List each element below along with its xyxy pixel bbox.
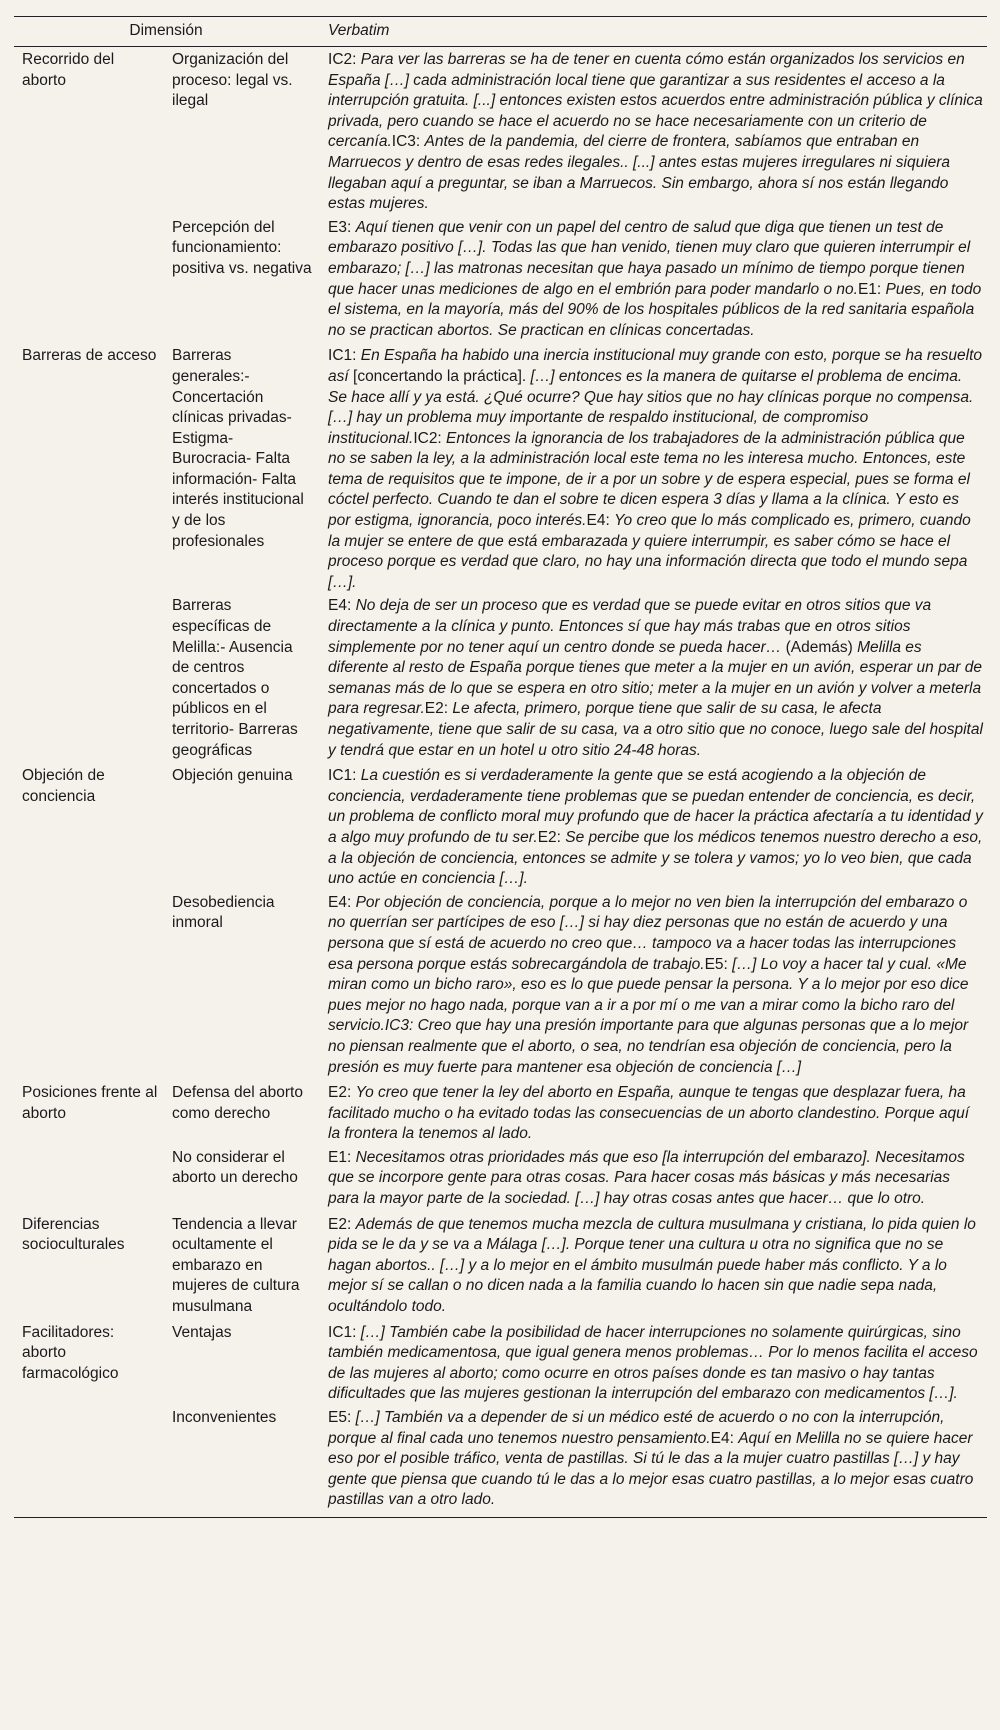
quote-text: Yo creo que tener la ley del aborto en España, aunque te tengas que desplazar fuera, ha facilitado mucho o ha evitado todas las consecuencias de un aborto clandestino. Porque aquí la frontera la tenemos al lado.	[328, 1084, 970, 1143]
subcategory-cell: Inconvenientes	[164, 1407, 318, 1517]
speaker-code: IC2:	[328, 51, 361, 68]
speaker-code: E4:	[710, 1429, 739, 1447]
speaker-code: E1:	[857, 280, 886, 298]
category-cell: Objeción de conciencia	[22, 767, 105, 805]
verbatim-cell	[318, 343, 987, 595]
category-cell: Diferencias socioculturales	[22, 1215, 125, 1254]
quote-text: Aquí tienen que venir con un papel del centro de salud que diga que tienen un test de embarazo positivo […]. Todas las que han venido, tienen muy claro que quieren interrumpir el embarazo; […] las matronas necesitan que haya pasado un mínimo de tiempo porque tienen que hacer unas mediciones de algo en el embrión para poder mandarlo o no.	[328, 218, 971, 298]
speaker-code: IC2:	[413, 429, 447, 447]
table-row	[14, 1320, 987, 1407]
speaker-code: E1:	[328, 1148, 356, 1166]
quote-text: […] Lo voy a hacer tal y cual. «Me miran como un bicho raro», eso es lo que puede pensar la persona. Y a lo mejor por eso dice pues mejor no hago nada, porque van a ir a por mí o me van a mirar como la bicho raro del servicio.IC3: Creo que hay una presión importante para que algunas personas que a lo mejor no piensan realmente que el aborto, o sea, no tendrían esa objeción de conciencia, pero la presión es muy fuerte para mantener esa objeción de conciencia […]	[328, 955, 969, 1076]
subcategory-cell: Objeción genuina	[172, 767, 293, 785]
subcategory-cell: Desobediencia inmoral	[172, 893, 275, 932]
verbatim-table	[14, 16, 987, 1518]
table-row	[14, 1147, 987, 1212]
speaker-code: E2:	[537, 828, 566, 846]
category-cell	[14, 1407, 164, 1517]
quote-text: Antes de la pandemia, del cierre de frontera, sabíamos que entraban en Marruecos y dentro de esas redes ilegales.. [...] antes estas mujeres irregulares ni siquiera llegaban aquí a preguntar, se iban a Marruecos. Sin embargo, ahora sí nos están llegando estas mujeres.	[328, 133, 951, 213]
subcategory-cell: No considerar el aborto un derecho	[172, 1148, 298, 1187]
subcategory-cell: Organización del proceso: legal vs. ilegal	[172, 51, 293, 110]
verbatim-cell	[318, 217, 987, 344]
table-row	[14, 1212, 987, 1320]
speaker-code: IC1:	[328, 347, 361, 365]
quote-text: La cuestión es si verdaderamente la gente que se está acogiendo a la objeción de conciencia, verdaderamente tiene problemas que se puedan entender de conciencia, es decir, un problema de conflicto moral muy profundo que de hacer la práctica afectaría a tu identidad y a algo muy profundo de tu ser.	[328, 767, 983, 846]
header-verbatim: Verbatim	[318, 17, 987, 47]
category-cell	[14, 217, 164, 344]
table-row	[14, 47, 987, 217]
speaker-code: E2:	[328, 1215, 356, 1233]
category-cell	[14, 892, 164, 1080]
quote-text: Para ver las barreras se ha de tener en cuenta cómo están organizados los servicios en España […] cada administración local tiene que garantizar a sus residentes el acceso a la interrupción gratuita. [...] entonces existen estos acuerdos entre administración pública y clínica privada, pero cuando se hace el acuerdo no se hace necesariamente con un criterio de cercanía.	[328, 51, 983, 151]
table-row	[14, 1080, 987, 1147]
subcategory-cell: Percepción del funcionamiento: positiva vs. negativa	[172, 218, 312, 277]
table-row	[14, 892, 987, 1080]
verbatim-cell	[318, 763, 987, 892]
category-cell: Barreras de acceso	[22, 347, 157, 365]
subcategory-cell: Barreras específicas de Melilla:- Ausencia de centros concertados o públicos en el territorio- Barreras geográficas	[172, 597, 298, 759]
quote-text: Por objeción de conciencia, porque a lo mejor no ven bien la interrupción del embarazo o no querrían ser partícipes de eso […] si hay diez personas que no están de acuerdo y una persona que sí está de acuerdo no creo que… tampoco va a hacer todas las interrupciones esa persona porque estás sobrecargándola de trabajo.	[328, 893, 968, 973]
subcategory-cell: Tendencia a llevar ocultamente el embarazo en mujeres de cultura musulmana	[172, 1215, 300, 1316]
quote-text: […] entonces es la manera de quitarse el problema de encima. Se hace allí y ya está. ¿Qué ocurre? Que hay sitios que no hay clínicas porque no compensa. […] hay un problema muy importante de respaldo institucional, de compromiso institucional.	[328, 367, 974, 447]
table-row	[14, 595, 987, 763]
table-row	[14, 343, 987, 595]
quote-text: Se percibe que los médicos tenemos nuestro derecho a eso, a la objeción de conciencia, entonces se admite y se tolera y vamos; yo lo veo bien, que cada uno actúe en conciencia […].	[328, 828, 983, 888]
verbatim-cell	[318, 47, 987, 217]
category-cell: Recorrido del aborto	[22, 51, 115, 89]
table-row	[14, 1407, 987, 1517]
category-cell	[14, 1147, 164, 1212]
verbatim-cell	[318, 1080, 987, 1147]
speaker-code: (Además)	[781, 638, 858, 656]
quote-text: Entonces la ignorancia de los trabajadores de la administración pública que no se saben la ley, a la administración local este tema no les interesa mucho. Entonces, este tema de requisitos que te impone, de ir a por un sobre y de espera especial, pues se forma el cóctel perfecto. Cuando te dan el sobre te dicen espera 3 días y llama a la clínica. Y esto es por estigma, ignorancia, poco interés.	[328, 429, 970, 530]
table-row	[14, 217, 987, 344]
verbatim-cell	[318, 892, 987, 1080]
speaker-code: E5:	[328, 1409, 356, 1426]
quote-text: Le afecta, primero, porque tiene que salir de su casa, le afecta negativamente, tiene que salir de su casa, va a otro sitio que no conoce, luego sale del hospital y tendrá que estar en un hotel u otro sitio 24-48 horas.	[328, 700, 983, 759]
subcategory-cell: Defensa del aborto como derecho	[172, 1084, 303, 1122]
speaker-code: E3:	[328, 218, 356, 236]
quote-text: Melilla es diferente al resto de España porque tienes que meter a la mujer en un avión, esperar un par de semanas más de lo que se espera en otro sitio; meter a la mujer en un avión y volver a meterla para regresar.	[328, 638, 983, 718]
category-cell	[14, 595, 164, 763]
header-dimension: Dimensión	[14, 17, 318, 47]
verbatim-cell	[318, 1212, 987, 1320]
speaker-code: [concertando la práctica].	[348, 367, 531, 385]
table-body	[14, 47, 987, 1518]
speaker-code: IC3:	[391, 133, 425, 151]
speaker-code: E4:	[328, 597, 356, 615]
verbatim-cell	[318, 1320, 987, 1407]
verbatim-cell	[318, 1407, 987, 1517]
category-cell: Facilitadores: aborto farmacológico	[22, 1323, 119, 1382]
quote-text: […] También va a depender de si un médico esté de acuerdo o no con la interrupción, porque al final cada uno tenemos nuestro pensamiento.	[328, 1409, 945, 1447]
verbatim-cell	[318, 1147, 987, 1212]
speaker-code: E2:	[328, 1084, 356, 1102]
quote-text: Yo creo que lo más complicado es, primero, cuando la mujer se entere de que está embarazada y quiere interrumpir, es saber cómo se hace el proceso porque es verdad que claro, no hay una información directa que todo el mundo sepa […].	[328, 512, 971, 591]
category-cell: Posiciones frente al aborto	[22, 1084, 158, 1122]
quote-text: Necesitamos otras prioridades más que eso [la interrupción del embarazo]. Necesitamos que se incorpore gente para otras cosas. Para hacer cosas más básicas y más necesarias para la mayor parte de la sociedad. […] hay otras cosas antes que hacer… que lo otro.	[328, 1148, 965, 1208]
speaker-code: IC1:	[328, 767, 361, 785]
speaker-code: E4:	[586, 512, 615, 530]
quote-text: […] También cabe la posibilidad de hacer interrupciones no solamente quirúrgicas, sino también medicamentosa, que igual genera menos problemas… Por lo menos facilita el acceso de las mujeres al aborto; como ocurre en otros países donde es tan masivo o hay tantas dificultades que las mujeres gestionan la interrupción del embarazo con medicamentos […].	[328, 1323, 978, 1403]
quote-text: Además de que tenemos mucha mezcla de cultura musulmana y cristiana, lo pida quien lo pida se le da y se va a Málaga […]. Porque tener una cultura u otra no significa que no se hagan abortos.. […] y a lo mejor en el ámbito musulmán puede haber más conflicto. Y a lo mejor sí se callan o no dicen nada a la familia cuando lo hacen sin que nadie sepa nada, ocultándolo todo.	[328, 1215, 976, 1316]
speaker-code: E2:	[424, 700, 453, 718]
quote-text: Pues, en todo el sistema, en la mayoría, más del 90% de los hospitales públicos de la red sanitaria española no se practican abortos. Se practican en clínicas concertadas.	[328, 280, 982, 339]
speaker-code: E4:	[328, 893, 356, 911]
quote-text: No deja de ser un proceso que es verdad que se puede evitar en otros sitios que va directamente a la clínica y punto. Entonces sí que hay más trabas que en otros sitios simplemente por no tener aquí un centro donde se pueda hacer…	[328, 597, 932, 656]
speaker-code: E5:	[704, 955, 733, 973]
quote-text: Aquí en Melilla no se quiere hacer eso por el posible tráfico, venta de pastillas. Si tú le das a la mujer cuatro pastillas […] y hay gente que piensa que cuando tú le das a lo mejor esas cuatro pastillas, a lo mejor esas cuatro pastillas van a otro lado.	[328, 1429, 974, 1509]
quote-text: En España ha habido una inercia institucional muy grande con esto, porque se ha resuelto así	[328, 347, 983, 385]
table-header	[14, 17, 987, 47]
subcategory-cell: Barreras generales:- Concertación clínicas privadas- Estigma- Burocracia- Falta información- Falta interés institucional y de los profesionales	[172, 347, 304, 550]
subcategory-cell: Ventajas	[172, 1323, 232, 1341]
table-row	[14, 763, 987, 892]
speaker-code: IC1:	[328, 1323, 361, 1341]
verbatim-cell	[318, 595, 987, 763]
